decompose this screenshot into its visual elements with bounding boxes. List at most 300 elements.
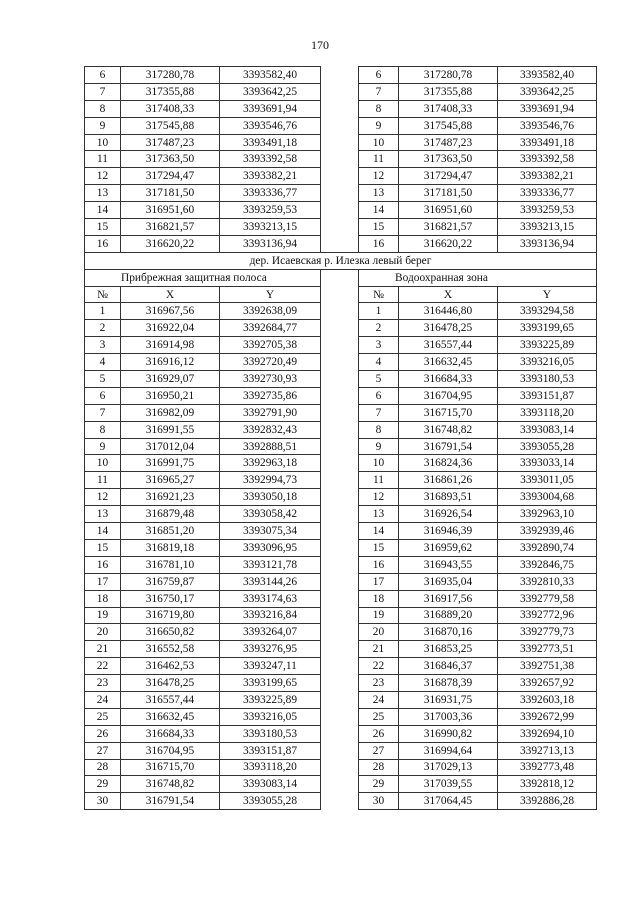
right-x-value: 316931,75	[399, 691, 498, 708]
right-y-value: 3393392,58	[498, 151, 597, 168]
left-point-number: 9	[85, 438, 121, 455]
right-point-number: 5	[359, 371, 399, 388]
column-gap	[321, 219, 359, 236]
left-y-value: 3392735,86	[220, 387, 321, 404]
right-x-value: 317003,36	[399, 708, 498, 725]
left-point-number: 14	[85, 523, 121, 540]
right-x-value: 316951,60	[399, 202, 498, 219]
table-row	[85, 641, 597, 658]
table-row	[85, 708, 597, 725]
right-x-value: 317039,55	[399, 776, 498, 793]
left-point-number: 14	[85, 202, 121, 219]
table-row	[85, 303, 597, 320]
left-point-number: 17	[85, 573, 121, 590]
right-y-value: 3392779,73	[498, 624, 597, 641]
left-x-value: 317363,50	[121, 151, 220, 168]
right-y-value: 3393083,14	[498, 421, 597, 438]
left-x-value: 316632,45	[121, 708, 220, 725]
left-point-number: 5	[85, 371, 121, 388]
right-y-value: 3393294,58	[498, 303, 597, 320]
table-row	[85, 793, 597, 810]
table-row	[85, 354, 597, 371]
left-y-value: 3393151,87	[220, 742, 321, 759]
right-y-value: 3393033,14	[498, 455, 597, 472]
left-point-number: 10	[85, 455, 121, 472]
table-row	[85, 624, 597, 641]
right-y-value: 3392772,96	[498, 607, 597, 624]
left-point-number: 6	[85, 387, 121, 404]
column-gap	[321, 303, 359, 320]
left-x-value: 316750,17	[121, 590, 220, 607]
right-point-number: 10	[359, 455, 399, 472]
left-point-number: 12	[85, 489, 121, 506]
right-y-value: 3392890,74	[498, 539, 597, 556]
right-y-value: 3393691,94	[498, 100, 597, 117]
column-gap	[321, 691, 359, 708]
left-point-number: 16	[85, 235, 121, 252]
table-row	[85, 185, 597, 202]
right-x-value: 317280,78	[399, 67, 498, 84]
left-y-value: 3393382,21	[220, 168, 321, 185]
table-row	[85, 725, 597, 742]
right-point-number: 12	[359, 489, 399, 506]
right-y-value: 3393491,18	[498, 134, 597, 151]
section-title: дер. Исаевская р. Илезка левый берег	[85, 252, 597, 269]
right-y-value: 3393180,53	[498, 371, 597, 388]
table-row	[85, 83, 597, 100]
left-y-value: 3393264,07	[220, 624, 321, 641]
left-x-value: 316791,54	[121, 793, 220, 810]
left-x-value: 316922,04	[121, 320, 220, 337]
table-row	[85, 117, 597, 134]
left-y-value: 3393144,26	[220, 573, 321, 590]
left-point-number: 19	[85, 607, 121, 624]
column-gap	[321, 455, 359, 472]
section-title-row	[85, 252, 597, 269]
left-point-number: 30	[85, 793, 121, 810]
table-row	[85, 539, 597, 556]
column-gap	[321, 590, 359, 607]
table-row	[85, 607, 597, 624]
right-point-number: 8	[359, 421, 399, 438]
column-gap	[321, 286, 359, 303]
right-point-number: 13	[359, 185, 399, 202]
right-x-value: 317408,33	[399, 100, 498, 117]
table-row	[85, 219, 597, 236]
right-y-value: 3392603,18	[498, 691, 597, 708]
column-gap	[321, 675, 359, 692]
left-y-value: 3393259,53	[220, 202, 321, 219]
right-y-value: 3392939,46	[498, 523, 597, 540]
left-header-number: №	[85, 286, 121, 303]
left-y-value: 3393216,84	[220, 607, 321, 624]
right-zone-title: Водоохранная зона	[359, 269, 597, 286]
right-y-value: 3393136,94	[498, 235, 597, 252]
right-point-number: 15	[359, 539, 399, 556]
left-y-value: 3393213,15	[220, 219, 321, 236]
column-gap	[321, 759, 359, 776]
right-x-value: 317181,50	[399, 185, 498, 202]
right-y-value: 3392751,38	[498, 658, 597, 675]
column-gap	[321, 624, 359, 641]
table-row	[85, 235, 597, 252]
left-x-value: 316914,98	[121, 337, 220, 354]
right-point-number: 18	[359, 590, 399, 607]
right-x-value: 317064,45	[399, 793, 498, 810]
left-x-value: 316650,82	[121, 624, 220, 641]
right-x-value: 316446,80	[399, 303, 498, 320]
left-y-value: 3393118,20	[220, 759, 321, 776]
right-x-value: 317294,47	[399, 168, 498, 185]
right-x-value: 316715,70	[399, 404, 498, 421]
left-y-value: 3393216,05	[220, 708, 321, 725]
right-x-value: 316748,82	[399, 421, 498, 438]
left-x-value: 316921,23	[121, 489, 220, 506]
right-y-value: 3393213,15	[498, 219, 597, 236]
left-y-value: 3392684,77	[220, 320, 321, 337]
right-y-value: 3393151,87	[498, 387, 597, 404]
right-x-value: 316684,33	[399, 371, 498, 388]
left-x-value: 316684,33	[121, 725, 220, 742]
left-point-number: 28	[85, 759, 121, 776]
right-y-value: 3393004,68	[498, 489, 597, 506]
column-gap	[321, 387, 359, 404]
table-row	[85, 151, 597, 168]
left-y-value: 3393199,65	[220, 675, 321, 692]
left-point-number: 11	[85, 472, 121, 489]
right-y-value: 3392818,12	[498, 776, 597, 793]
left-x-value: 316620,22	[121, 235, 220, 252]
table-row	[85, 691, 597, 708]
left-point-number: 7	[85, 83, 121, 100]
left-x-value: 317408,33	[121, 100, 220, 117]
left-y-value: 3392638,09	[220, 303, 321, 320]
right-x-value: 316943,55	[399, 556, 498, 573]
column-gap	[321, 556, 359, 573]
right-point-number: 30	[359, 793, 399, 810]
left-y-value: 3393083,14	[220, 776, 321, 793]
left-point-number: 13	[85, 506, 121, 523]
table-row	[85, 371, 597, 388]
right-point-number: 27	[359, 742, 399, 759]
left-y-value: 3393050,18	[220, 489, 321, 506]
right-x-value: 316870,16	[399, 624, 498, 641]
right-x-value: 316861,26	[399, 472, 498, 489]
table-row	[85, 134, 597, 151]
right-point-number: 11	[359, 472, 399, 489]
right-point-number: 15	[359, 219, 399, 236]
right-point-number: 22	[359, 658, 399, 675]
left-point-number: 7	[85, 404, 121, 421]
right-y-value: 3392963,10	[498, 506, 597, 523]
left-x-value: 317294,47	[121, 168, 220, 185]
right-point-number: 13	[359, 506, 399, 523]
left-point-number: 25	[85, 708, 121, 725]
left-y-value: 3393336,77	[220, 185, 321, 202]
right-x-value: 317545,88	[399, 117, 498, 134]
right-point-number: 25	[359, 708, 399, 725]
right-y-value: 3393546,76	[498, 117, 597, 134]
left-point-number: 10	[85, 134, 121, 151]
left-point-number: 21	[85, 641, 121, 658]
column-gap	[321, 168, 359, 185]
right-x-value: 316632,45	[399, 354, 498, 371]
left-x-value: 316916,12	[121, 354, 220, 371]
column-gap	[321, 539, 359, 556]
right-point-number: 9	[359, 438, 399, 455]
left-point-number: 1	[85, 303, 121, 320]
right-point-number: 20	[359, 624, 399, 641]
column-gap	[321, 320, 359, 337]
right-x-value: 316620,22	[399, 235, 498, 252]
left-x-value: 316950,21	[121, 387, 220, 404]
page-number: 170	[311, 38, 329, 52]
right-x-value: 316846,37	[399, 658, 498, 675]
table-row	[85, 455, 597, 472]
right-point-number: 6	[359, 67, 399, 84]
left-y-value: 3392705,38	[220, 337, 321, 354]
right-point-number: 23	[359, 675, 399, 692]
table-row	[85, 759, 597, 776]
left-point-number: 15	[85, 219, 121, 236]
table-row	[85, 675, 597, 692]
left-y-value: 3392730,93	[220, 371, 321, 388]
right-x-value: 316946,39	[399, 523, 498, 540]
left-x-value: 316462,53	[121, 658, 220, 675]
right-point-number: 6	[359, 387, 399, 404]
right-x-value: 316878,39	[399, 675, 498, 692]
left-point-number: 23	[85, 675, 121, 692]
left-x-value: 316991,55	[121, 421, 220, 438]
right-point-number: 8	[359, 100, 399, 117]
left-y-value: 3393096,95	[220, 539, 321, 556]
table-row	[85, 337, 597, 354]
left-y-value: 3393058,42	[220, 506, 321, 523]
column-gap	[321, 776, 359, 793]
left-x-value: 316879,48	[121, 506, 220, 523]
right-x-value: 316557,44	[399, 337, 498, 354]
right-y-value: 3393642,25	[498, 83, 597, 100]
left-x-value: 316929,07	[121, 371, 220, 388]
table-row	[85, 320, 597, 337]
left-x-value: 317280,78	[121, 67, 220, 84]
left-x-value: 316982,09	[121, 404, 220, 421]
left-y-value: 3393136,94	[220, 235, 321, 252]
coordinates-table-body	[85, 67, 597, 810]
left-y-value: 3392963,18	[220, 455, 321, 472]
left-point-number: 13	[85, 185, 121, 202]
column-gap	[321, 371, 359, 388]
right-point-number: 16	[359, 556, 399, 573]
right-x-value: 316853,25	[399, 641, 498, 658]
left-y-value: 3392888,51	[220, 438, 321, 455]
left-point-number: 3	[85, 337, 121, 354]
right-point-number: 3	[359, 337, 399, 354]
left-y-value: 3393174,63	[220, 590, 321, 607]
table-row	[85, 387, 597, 404]
table-row	[85, 100, 597, 117]
right-y-value: 3393382,21	[498, 168, 597, 185]
right-point-number: 16	[359, 235, 399, 252]
right-x-value: 317029,13	[399, 759, 498, 776]
column-gap	[321, 725, 359, 742]
column-gap	[321, 117, 359, 134]
column-gap	[321, 472, 359, 489]
right-y-value: 3392773,48	[498, 759, 597, 776]
table-row	[85, 421, 597, 438]
left-point-number: 6	[85, 67, 121, 84]
left-point-number: 4	[85, 354, 121, 371]
right-point-number: 28	[359, 759, 399, 776]
left-x-value: 316557,44	[121, 691, 220, 708]
left-y-value: 3393546,76	[220, 117, 321, 134]
left-x-value: 316951,60	[121, 202, 220, 219]
right-header-y: Y	[498, 286, 597, 303]
left-y-value: 3393180,53	[220, 725, 321, 742]
right-point-number: 21	[359, 641, 399, 658]
column-gap	[321, 489, 359, 506]
column-gap	[321, 641, 359, 658]
right-point-number: 11	[359, 151, 399, 168]
right-point-number: 12	[359, 168, 399, 185]
right-x-value: 316791,54	[399, 438, 498, 455]
left-x-value: 317355,88	[121, 83, 220, 100]
right-y-value: 3393582,40	[498, 67, 597, 84]
table-row	[85, 776, 597, 793]
right-point-number: 17	[359, 573, 399, 590]
left-x-value: 317012,04	[121, 438, 220, 455]
column-gap	[321, 438, 359, 455]
right-x-value: 316959,62	[399, 539, 498, 556]
column-gap	[321, 151, 359, 168]
column-gap	[321, 404, 359, 421]
left-point-number: 2	[85, 320, 121, 337]
left-y-value: 3392832,43	[220, 421, 321, 438]
left-x-value: 316965,27	[121, 472, 220, 489]
coordinates-table	[84, 66, 597, 810]
left-y-value: 3392720,49	[220, 354, 321, 371]
left-y-value: 3393055,28	[220, 793, 321, 810]
column-gap	[321, 134, 359, 151]
column-gap	[321, 421, 359, 438]
left-y-value: 3393075,34	[220, 523, 321, 540]
right-x-value: 316824,36	[399, 455, 498, 472]
left-x-value: 316748,82	[121, 776, 220, 793]
right-y-value: 3392672,99	[498, 708, 597, 725]
left-x-value: 316704,95	[121, 742, 220, 759]
column-gap	[321, 67, 359, 84]
left-y-value: 3393121,78	[220, 556, 321, 573]
right-x-value: 316926,54	[399, 506, 498, 523]
right-y-value: 3392694,10	[498, 725, 597, 742]
right-point-number: 7	[359, 83, 399, 100]
column-gap	[321, 185, 359, 202]
left-point-number: 15	[85, 539, 121, 556]
right-point-number: 14	[359, 202, 399, 219]
left-x-value: 317181,50	[121, 185, 220, 202]
left-point-number: 11	[85, 151, 121, 168]
left-point-number: 16	[85, 556, 121, 573]
table-row	[85, 658, 597, 675]
left-x-value: 317487,23	[121, 134, 220, 151]
left-x-value: 316759,87	[121, 573, 220, 590]
right-x-value: 316478,25	[399, 320, 498, 337]
left-x-value: 316781,10	[121, 556, 220, 573]
right-x-value: 317487,23	[399, 134, 498, 151]
column-gap	[321, 202, 359, 219]
right-x-value: 316917,56	[399, 590, 498, 607]
left-x-value: 316478,25	[121, 675, 220, 692]
table-row	[85, 438, 597, 455]
table-row	[85, 202, 597, 219]
left-y-value: 3393247,11	[220, 658, 321, 675]
column-gap	[321, 523, 359, 540]
left-point-number: 22	[85, 658, 121, 675]
right-point-number: 9	[359, 117, 399, 134]
right-y-value: 3393216,05	[498, 354, 597, 371]
right-header-x: X	[399, 286, 498, 303]
column-gap	[321, 793, 359, 810]
left-y-value: 3393491,18	[220, 134, 321, 151]
left-y-value: 3393642,25	[220, 83, 321, 100]
table-row	[85, 590, 597, 607]
right-point-number: 26	[359, 725, 399, 742]
left-point-number: 8	[85, 421, 121, 438]
right-y-value: 3392886,28	[498, 793, 597, 810]
right-x-value: 316821,57	[399, 219, 498, 236]
left-point-number: 27	[85, 742, 121, 759]
column-gap	[321, 506, 359, 523]
right-point-number: 19	[359, 607, 399, 624]
column-gap	[321, 607, 359, 624]
left-point-number: 29	[85, 776, 121, 793]
right-header-number: №	[359, 286, 399, 303]
column-gap	[321, 235, 359, 252]
column-gap	[321, 83, 359, 100]
right-x-value: 316994,64	[399, 742, 498, 759]
left-zone-title: Прибрежная защитная полоса	[85, 269, 321, 286]
column-gap	[321, 573, 359, 590]
right-y-value: 3392713,13	[498, 742, 597, 759]
right-x-value: 316889,20	[399, 607, 498, 624]
left-point-number: 24	[85, 691, 121, 708]
left-y-value: 3392791,90	[220, 404, 321, 421]
right-x-value: 316704,95	[399, 387, 498, 404]
table-row	[85, 472, 597, 489]
left-x-value: 316819,18	[121, 539, 220, 556]
left-x-value: 316851,20	[121, 523, 220, 540]
column-header-row	[85, 286, 597, 303]
table-row	[85, 67, 597, 84]
right-y-value: 3393199,65	[498, 320, 597, 337]
left-point-number: 12	[85, 168, 121, 185]
right-x-value: 316990,82	[399, 725, 498, 742]
left-point-number: 8	[85, 100, 121, 117]
left-y-value: 3393582,40	[220, 67, 321, 84]
left-header-y: Y	[220, 286, 321, 303]
table-row	[85, 506, 597, 523]
right-point-number: 29	[359, 776, 399, 793]
table-row	[85, 742, 597, 759]
right-y-value: 3393225,89	[498, 337, 597, 354]
left-point-number: 26	[85, 725, 121, 742]
right-y-value: 3393118,20	[498, 404, 597, 421]
table-row	[85, 404, 597, 421]
left-x-value: 316821,57	[121, 219, 220, 236]
left-y-value: 3393392,58	[220, 151, 321, 168]
right-point-number: 2	[359, 320, 399, 337]
column-gap	[321, 269, 359, 286]
